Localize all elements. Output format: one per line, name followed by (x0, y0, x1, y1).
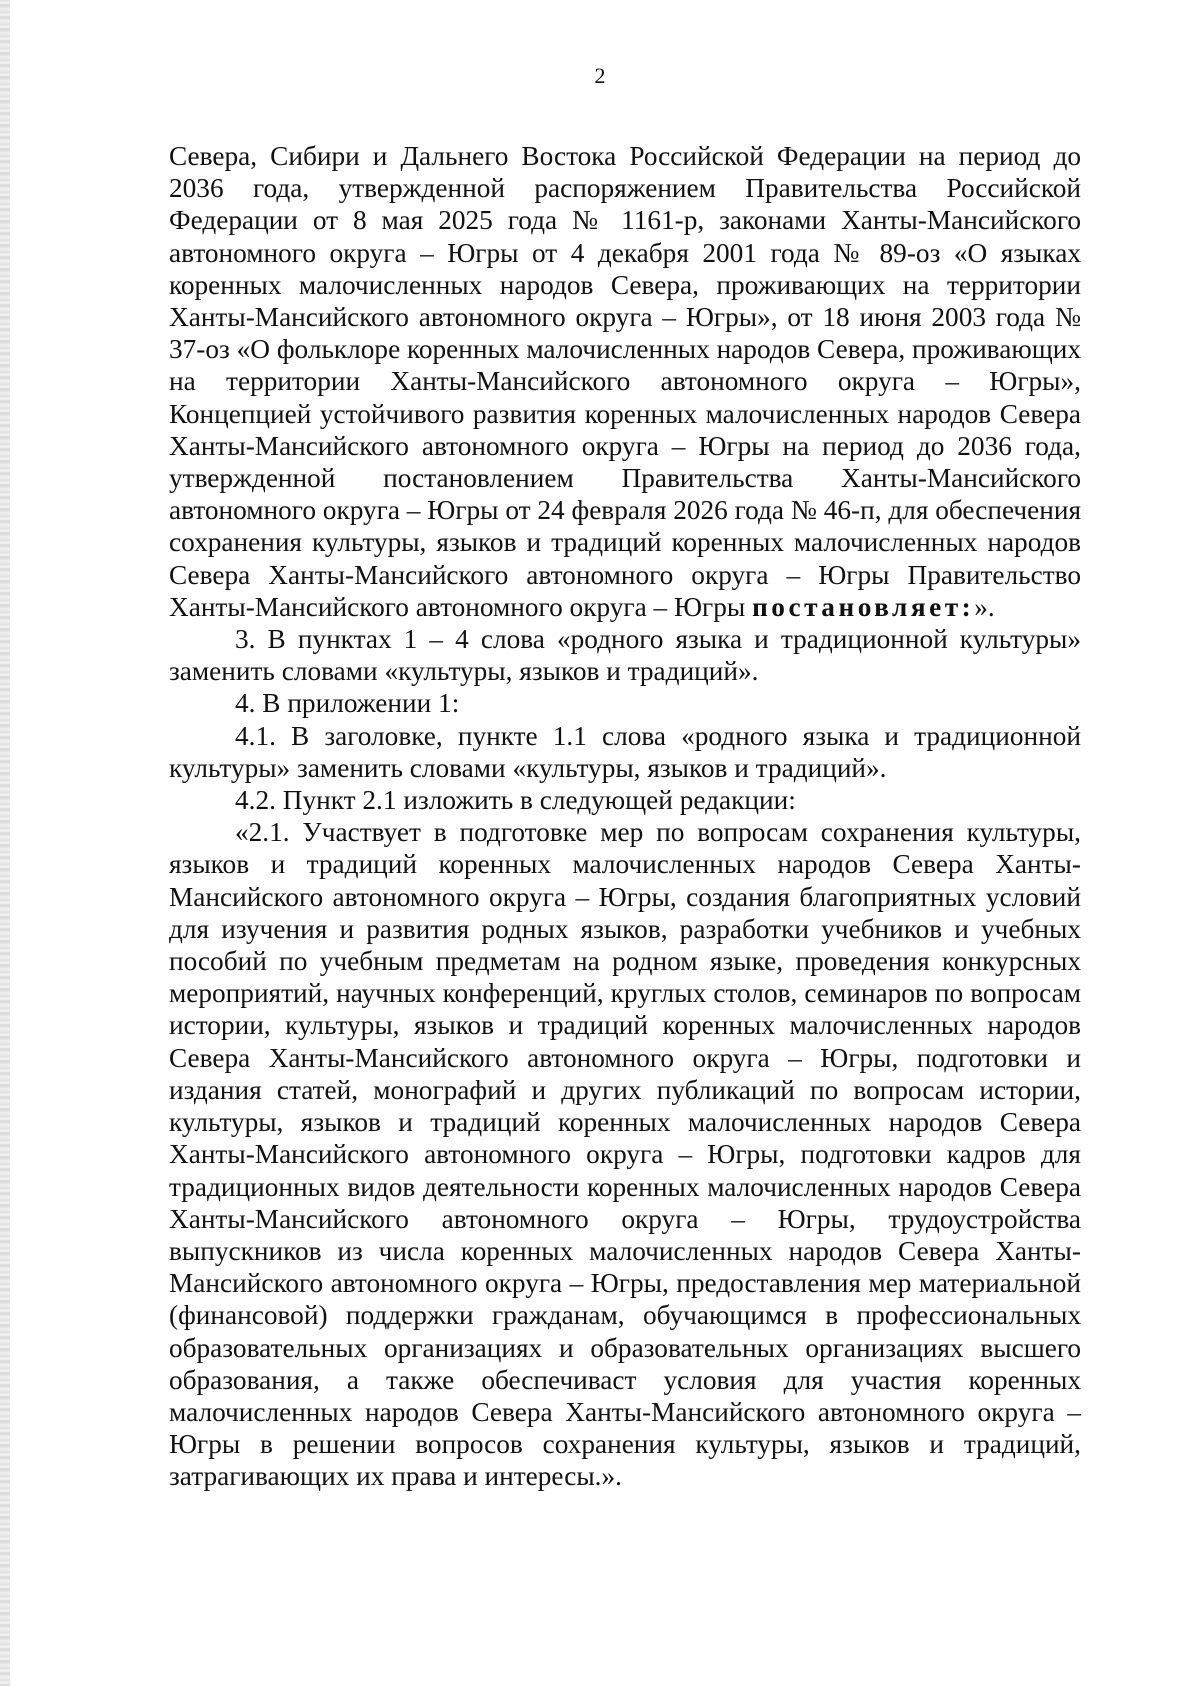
paragraph-continuation (169, 140, 1081, 623)
paragraph-item-4-2: 4.2. Пункт 2.1 изложить в следующей редакции: (235, 785, 796, 816)
paragraph-item-4-1: 4.1. В заголовке, пункте 1.1 слова «родного языка и традиционной культуры» заменить словами «культуры, языков и традиций». (169, 720, 1081, 783)
scan-edge-artifact (0, 0, 10, 1686)
paragraph-item-4: 4. В приложении 1: (235, 688, 460, 719)
paragraph-item-2-1-quote: «2.1. Участвует в подготовке мер по вопросам сохранения культуры, языков и традиций коренных малочисленных народов Севера Ханты-Мансийского автономного округа – Югры, создания благоприятных условий для изучения и развития родных языков, разработки учебников и учебных пособий по учебным предметам на родном языке, проведения конкурсных мероприятий, научных конференций, круглых столов, семинаров по вопросам истории, культуры, языков и традиций коренных малочисленных народов Севера Ханты-Мансийского автономного округа – Югры, подготовки и издания статей, монографий и других публикаций по вопросам истории, культуры, языков и традиций коренных малочисленных народов Севера Ханты-Мансийского автономного округа – Югры, подготовки кадров для традиционных видов деятельности коренных малочисленных народов Севера Ханты-Мансийского автономного округа – Югры, трудоустройства выпускников из числа коренных малочисленных народов Севера Ханты-Мансийского автономного округа – Югры, предоставления мер материальной (финансовой) поддержки гражданам, обучающимся в профессиональных образовательных организациях и образовательных организациях высшего образования, а также обеспечиваст условия для участия коренных малочисленных народов Севера Ханты-Мансийского автономного округа – Югры в решении вопросов сохранения культуры, языков и традиций, затрагивающих их права и интересы.». (169, 817, 1081, 1492)
resolution-keyword: постановляет: (752, 591, 975, 622)
paragraph-text: Севера, Сибири и Дальнего Востока Российской Федерации на период до 2036 года, утвержденной распоряжением Правительства Российской Федерации от 8 мая 2025 года № 1161-р, законами Ханты-Мансийского автономного округа – Югры от 4 декабря 2001 года № 89-оз «О языках коренных малочисленных народов Севера, проживающих на территории Ханты-Мансийского автономного округа – Югры», от 18 июня 2003 года № 37-оз «О фольклоре коренных малочисленных народов Севера, проживающих на территории Ханты-Мансийского автономного округа – Югры», Концепцией устойчивого развития коренных малочисленных народов Севера Ханты-Мансийского автономного округа – Югры на период до 2036 года, утвержденной постановлением Правительства Ханты-Мансийского автономного округа – Югры от 24 февраля 2026 года № 46-п, для обеспечения сохранения культуры, языков и традиций коренных малочисленных народов Севера Ханты-Мансийского автономного округа – Югры Правительство Ханты-Мансийского автономного округа – Югры (169, 141, 1081, 622)
document-body (169, 140, 1081, 1493)
page-number: 2 (594, 63, 606, 88)
paragraph-item-3: 3. В пунктах 1 – 4 слова «родного языка и традиционной культуры» заменить словами «культуры, языков и традиций». (169, 624, 1081, 687)
paragraph-tail: ». (974, 591, 995, 622)
